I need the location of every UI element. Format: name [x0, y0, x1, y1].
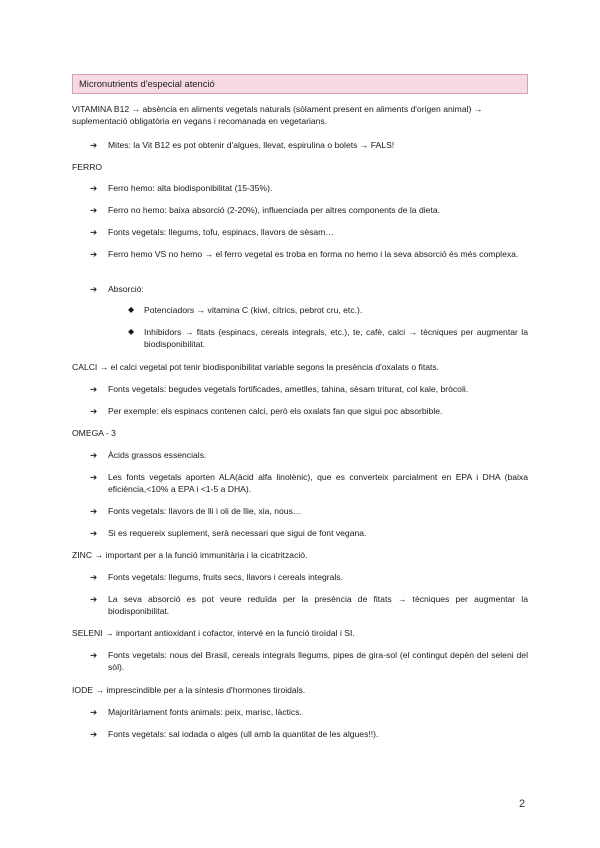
list-item: ➔ Mites: la Vit B12 es pot obtenir d'algues, llevat, espirulina o bolets → FALS!	[90, 140, 395, 150]
iode-bullet-2	[72, 729, 528, 741]
list-item: ➔ Fonts vegetals: nous del Brasil, cereals integrals llegums, pipes de gira-sol (el contingut depèn del seleni del sòl).	[90, 650, 528, 672]
omega-bullet-1	[72, 450, 528, 462]
arrow-right-icon: ➔	[90, 650, 98, 660]
list-item: ➔ Fonts vegetals: sal iodada o alges (ull amb la quantitat de les algues!!).	[90, 729, 379, 739]
omega-bullet-2	[72, 472, 528, 495]
arrow-right-icon: ➔	[90, 384, 98, 394]
vitamina-bullets	[72, 140, 528, 152]
arrow-right-icon: ➔	[90, 729, 98, 739]
list-item: ➔ Fonts vegetals: begudes vegetals fortificades, ametlles, tahina, sèsam triturat, col kale, bròcoli.	[90, 384, 469, 394]
arrow-right-icon: ➔	[90, 528, 98, 538]
arrow-right-icon: ➔	[90, 140, 98, 150]
list-item: ➔ Absorció:	[90, 284, 144, 294]
list-item: ➔ La seva absorció es pot veure reduïda per la presència de fitats → tècniques per augmentar la biodisponibilitat.	[90, 594, 528, 616]
list-item: ➔ Fonts vegetals: llegums, tofu, espinacs, llavors de sèsam…	[90, 227, 334, 237]
iode-intro: IODE → imprescindible per a la síntesis d'hormones tiroidals.	[72, 685, 306, 695]
page-number: 2	[519, 798, 526, 810]
list-item: ◆ Potenciadors → vitamina C (kiwi, cítrics, pebrot cru, etc.).	[128, 305, 363, 315]
seleni-bullet-1	[72, 650, 528, 673]
seleni-intro: SELENI → important antioxidant i cofactor, intervé en la funció tiroïdal i SI.	[72, 628, 355, 638]
iode-bullet-1	[72, 707, 528, 719]
ferro-bullet-1	[72, 183, 528, 195]
diamond-icon: ◆	[128, 305, 135, 314]
ferro-bullet-4	[72, 249, 528, 261]
ferro-title: FERRO	[72, 162, 103, 172]
arrow-right-icon: ➔	[90, 506, 98, 516]
arrow-right-icon: ➔	[90, 450, 98, 460]
ferro-bullet-2	[72, 205, 528, 217]
arrow-right-icon: ➔	[90, 594, 98, 604]
list-item: ➔ Fonts vegetals: llavors de lli i oli de llie, xia, nous…	[90, 506, 302, 516]
vitamina-b12-block	[72, 104, 528, 127]
section-title: Micronutrients d'especial atenció	[72, 74, 528, 94]
zinc-bullet-1	[72, 572, 528, 584]
list-item: ➔ Ferro hemo VS no hemo → el ferro vegetal es troba en forma no hemo i la seva absorció és més complexa.	[90, 249, 519, 259]
ferro-sub-2	[72, 327, 528, 350]
omega-bullet-4	[72, 528, 528, 540]
vitamina-intro: VITAMINA B12 → absència en aliments vegetals naturals (sòlament present en aliments d'origen animal) → suplementació obligatòria en vegans i recomanada en vegetarians.	[72, 104, 483, 126]
list-item: ➔ Per exemple: els espinacs contenen calci, però els oxalats fan que sigui poc absorbible.	[90, 406, 443, 416]
zinc-bullet-2	[72, 594, 528, 617]
omega-bullet-3	[72, 506, 528, 518]
list-item: ◆ Inhibidors → fitats (espinacs, cereals integrals, etc.), te, cafè, calci → tècniques per augmentar la biodisponibilitat.	[128, 327, 528, 349]
list-item: ➔ Ferro hemo: alta biodisponibilitat (15-35%).	[90, 183, 273, 193]
list-item: ➔ Fonts vegetals: llegums, fruits secs, llavors i cereals integrals.	[90, 572, 343, 582]
list-item: ➔ Àcids grassos essencials.	[90, 450, 207, 460]
ferro-bullet-5	[72, 284, 528, 296]
calci-intro: CALCI → el calci vegetal pot tenir biodisponibilitat variable segons la presència d'oxalats o fitats.	[72, 362, 440, 372]
list-item: ➔ Ferro no hemo: baixa absorció (2-20%), influenciada per altres components de la dieta.	[90, 205, 440, 215]
ferro-sub-1	[72, 305, 528, 317]
arrow-right-icon: ➔	[90, 472, 98, 482]
arrow-right-icon: ➔	[90, 183, 98, 193]
omega-title: OMEGA - 3	[72, 428, 116, 438]
list-item: ➔ Les fonts vegetals aporten ALA(àcid alfa linolènic), que es converteix parcialment en EPA i DHA (baixa eficiència,<10% a EPA i <1-5 a DHA).	[90, 472, 528, 494]
arrow-right-icon: ➔	[90, 205, 98, 215]
list-item: ➔ Si es requereix suplement, serà necessari que sigui de font vegana.	[90, 528, 367, 538]
zinc-intro: ZINC → important per a la funció immunitària i la cicatrització.	[72, 550, 308, 560]
calci-bullet-2	[72, 406, 528, 418]
arrow-right-icon: ➔	[90, 249, 98, 259]
arrow-right-icon: ➔	[90, 707, 98, 717]
list-item: ➔ Majoritàriament fonts animals: peix, marisc, làctics.	[90, 707, 302, 717]
arrow-right-icon: ➔	[90, 572, 98, 582]
arrow-right-icon: ➔	[90, 284, 98, 294]
calci-bullet-1	[72, 384, 528, 396]
diamond-icon: ◆	[128, 327, 135, 336]
arrow-right-icon: ➔	[90, 227, 98, 237]
ferro-bullet-3	[72, 227, 528, 239]
arrow-right-icon: ➔	[90, 406, 98, 416]
